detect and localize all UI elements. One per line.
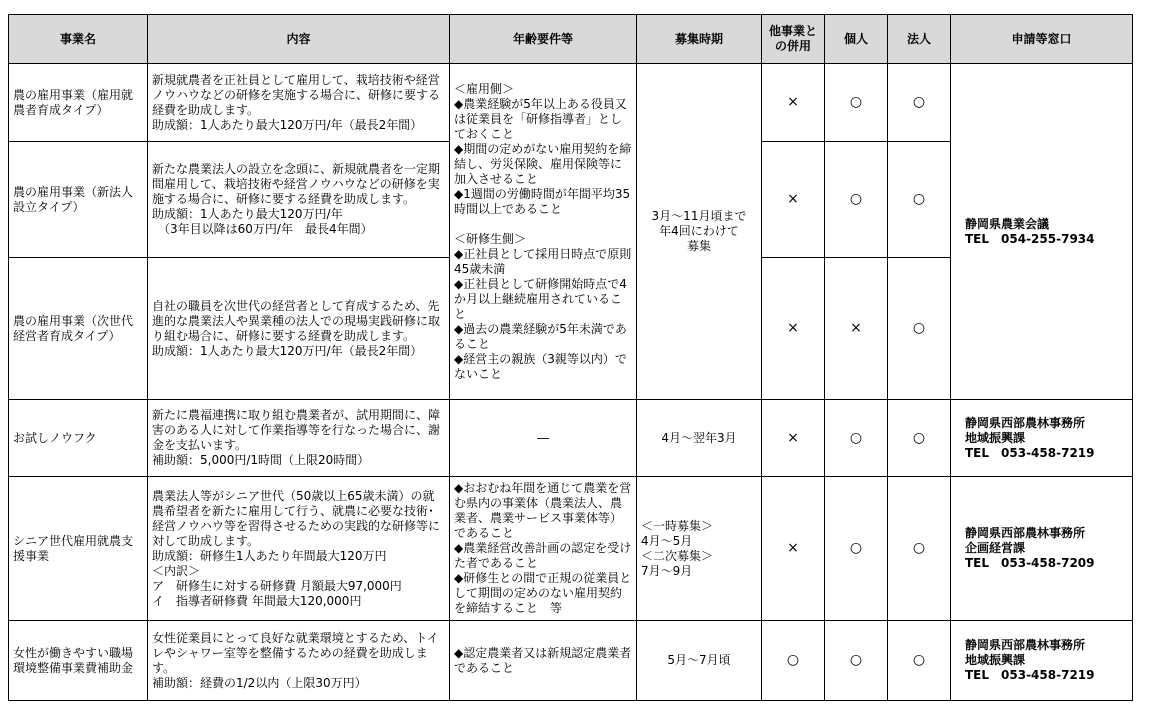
application-window: 静岡県西部農林事務所 企画経営課 TEL 053-458-7209	[951, 477, 1133, 621]
program-name: 農の雇用事業（新法人設立タイプ）	[9, 142, 148, 258]
program-name: シニア世代雇用就農支援事業	[9, 477, 148, 621]
combo-mark: ×	[762, 477, 825, 621]
header-combo: 他事業との併用	[762, 15, 825, 64]
corporate-mark: ○	[888, 142, 951, 258]
table-row	[9, 400, 1133, 477]
table-row	[9, 477, 1133, 621]
corporate-mark: ○	[888, 400, 951, 477]
header-name: 事業名	[9, 15, 148, 64]
individual-mark: ○	[825, 64, 888, 142]
program-name: 農の雇用事業（雇用就農者育成タイプ）	[9, 64, 148, 142]
merged-recruit-period: 3月～11月頃まで 年4回にわけて 募集	[637, 64, 762, 400]
combo-mark: ×	[762, 258, 825, 400]
age-requirements: ―	[450, 400, 637, 477]
header-content: 内容	[148, 15, 450, 64]
corporate-mark: ○	[888, 258, 951, 400]
merged-application-window: 静岡県農業会議 TEL 054-255-7934	[951, 64, 1133, 400]
program-content: 新規就農者を正社員として雇用して、栽培技術や経営ノウハウなどの研修を実施する場合に、研修に要する経費を助成します。 助成額：1人あたり最大120万円/年（最長2年間）	[148, 64, 450, 142]
programs-table	[8, 14, 1133, 701]
recruit-period: 5月～7月頃	[637, 621, 762, 701]
header-age: 年齢要件等	[450, 15, 637, 64]
recruit-period: ＜一時募集＞ 4月～5月 ＜二次募集＞ 7月～9月	[637, 477, 762, 621]
table-row	[9, 64, 1133, 142]
individual-mark: ○	[825, 142, 888, 258]
corporate-mark: ○	[888, 621, 951, 701]
header-row	[9, 15, 1133, 64]
header-period: 募集時期	[637, 15, 762, 64]
recruit-period: 4月～翌年3月	[637, 400, 762, 477]
corporate-mark: ○	[888, 477, 951, 621]
individual-mark: ×	[825, 258, 888, 400]
program-name: 農の雇用事業（次世代経営者育成タイプ）	[9, 258, 148, 400]
program-content: 新たに農福連携に取り組む農業者が、試用期間に、障害のある人に対して作業指導等を行なった場合に、謝金を支払います。 補助額：5,000円/1時間（上限20時間）	[148, 400, 450, 477]
header-corporate: 法人	[888, 15, 951, 64]
program-content: 女性従業員にとって良好な就業環境とするため、トイレやシャワー室等を整備するための経費を助成します。 補助額：経費の1/2以内（上限30万円）	[148, 621, 450, 701]
age-requirements: ◆認定農業者又は新規認定農業者であること	[450, 621, 637, 701]
program-content: 新たな農業法人の設立を念頭に、新規就農者を一定期間雇用して、栽培技術や経営ノウハウなどの研修を実施する場合に、研修に要する経費を助成します。 助成額：1人あたり最大120万円/年 （3年目以降は60万円/年 最長4年間）	[148, 142, 450, 258]
application-window: 静岡県西部農林事務所 地域振興課 TEL 053-458-7219	[951, 400, 1133, 477]
program-content: 自社の職員を次世代の経営者として育成するため、先進的な農業法人や異業種の法人での現場実践研修に取り組む場合に、研修に要する経費を助成します。 助成額：1人あたり最大120万円/年（最長2年間）	[148, 258, 450, 400]
corporate-mark: ○	[888, 64, 951, 142]
header-window: 申請等窓口	[951, 15, 1133, 64]
table-row	[9, 621, 1133, 701]
program-name: お試しノウフク	[9, 400, 148, 477]
combo-mark: ○	[762, 621, 825, 701]
program-name: 女性が働きやすい職場環境整備事業費補助金	[9, 621, 148, 701]
program-content: 農業法人等がシニア世代（50歳以上65歳未満）の就農希望者を新たに雇用して行う、就農に必要な技術･経営ノウハウ等を習得させるための実践的な研修等に対して助成します。 助成額：研修生1人あたり年間最大120万円 ＜内訳＞ ア 研修生に対する研修費 月額最大97,000円 イ 指導者研修費 年間最大120,000円	[148, 477, 450, 621]
individual-mark: ○	[825, 400, 888, 477]
header-individual: 個人	[825, 15, 888, 64]
combo-mark: ×	[762, 142, 825, 258]
application-window: 静岡県西部農林事務所 地域振興課 TEL 053-458-7219	[951, 621, 1133, 701]
age-requirements: ◆おおむね年間を通じて農業を営む県内の事業体（農業法人、農業者、農業サービス事業体等）であること ◆農業経営改善計画の認定を受けた者であること ◆研修生との間で正規の従業員として期間の定めのない雇用契約を締結すること 等	[450, 477, 637, 621]
merged-age-requirements: ＜雇用側＞ ◆農業経験が5年以上ある役員又は従業員を「研修指導者」としておくこと ◆期間の定めがない雇用契約を締結し、労災保険、雇用保険等に加入させること ◆1週間の労働時間が年間平均35時間以上であること ＜研修生側＞ ◆正社員として採用日時点で原則45歳未満 ◆正社員として研修開始時点で4か月以上継続雇用されていること ◆過去の農業経験が5年未満であること ◆経営主の親族（3親等以内）でないこと	[450, 64, 637, 400]
individual-mark: ○	[825, 477, 888, 621]
combo-mark: ×	[762, 64, 825, 142]
combo-mark: ×	[762, 400, 825, 477]
individual-mark: ○	[825, 621, 888, 701]
